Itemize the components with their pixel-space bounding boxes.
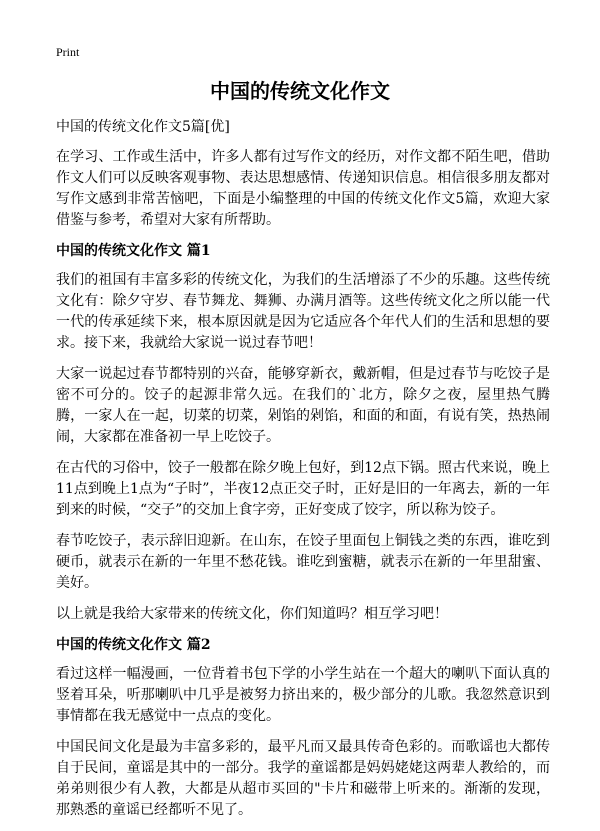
section-heading: 中国的传统文化作文 篇1 <box>56 243 211 259</box>
paragraph: 看过这样一幅漫画，一位背着书包下学的小学生站在一个超大的喇叭下面认真的竖着耳朵，听那喇叭中几乎是被努力挤出来的，极少部分的儿歌。我忽然意识到事情都在我无感觉中一点点的变化。 <box>56 666 550 724</box>
intro-paragraph: 在学习、工作或生活中，许多人都有过写作文的经历，对作文都不陌生吧，借助作文人们可以反映客观事物、表达思想感情、传递知识信息。相信很多朋友都对写作文感到非常苦恼吧，下面是小编整理的中国的传统文化作文5篇，欢迎大家借鉴与参考，希望对大家有所帮助。 <box>56 149 550 228</box>
section-heading: 中国的传统文化作文 篇2 <box>56 637 211 653</box>
paragraph: 中国民间文化是最为丰富多彩的，最平凡而又最具传奇色彩的。而歌谣也大都传自于民间，童谣是其中的一部分。我学的童谣都是妈妈姥姥这两辈人教给的，而弟弟则很少有人教，大都是从超市买回的"卡片和磁带上听来的。渐渐的发现，那熟悉的童谣已经都听不见了。 <box>56 739 550 818</box>
page-title: 中国的传统文化作文 <box>210 79 390 103</box>
paragraph: 以上就是我给大家带来的传统文化，你们知道吗？相互学习吧！ <box>56 606 448 622</box>
print-link[interactable]: Print <box>56 45 80 59</box>
paragraph: 我们的祖国有丰富多彩的传统文化，为我们的生活增添了不少的乐趣。这些传统文化有：除夕守岁、春节舞龙、舞狮、办满月酒等。这些传统文化之所以能一代一代的传承延续下来，根本原因就是因为它适应各个年代人们的生活和思想的要求。接下来，我就给大家说一说过春节吧！ <box>56 272 550 351</box>
article-body <box>56 117 550 831</box>
paragraph: 春节吃饺子，表示辞旧迎新。在山东，在饺子里面包上铜钱之类的东西，谁吃到硬币，就表示在新的一年里不愁花钱。谁吃到蜜糖，就表示在新的一年里甜蜜、美好。 <box>56 533 550 591</box>
paragraph: 在古代的习俗中，饺子一般都在除夕晚上包好，到12点下锅。照古代来说，晚上11点到晚上1点为“子时”，半夜12点正交子时，正好是旧的一年离去，新的一年到来的时候，“交子”的交加上食字旁，正好变成了饺字，所以称为饺子。 <box>56 460 550 518</box>
paragraph: 大家一说起过春节都特别的兴奋，能够穿新衣，戴新帽，但是过春节与吃饺子是密不可分的。饺子的起源非常久远。在我们的`北方，除夕之夜，屋里热气腾腾，一家人在一起，切菜的切菜，剁馅的剁馅，和面的和面，有说有笑，热热闹闹，大家都在准备初一早上吃饺子。 <box>56 366 550 445</box>
article-subtitle: 中国的传统文化作文5篇[优] <box>56 119 230 135</box>
